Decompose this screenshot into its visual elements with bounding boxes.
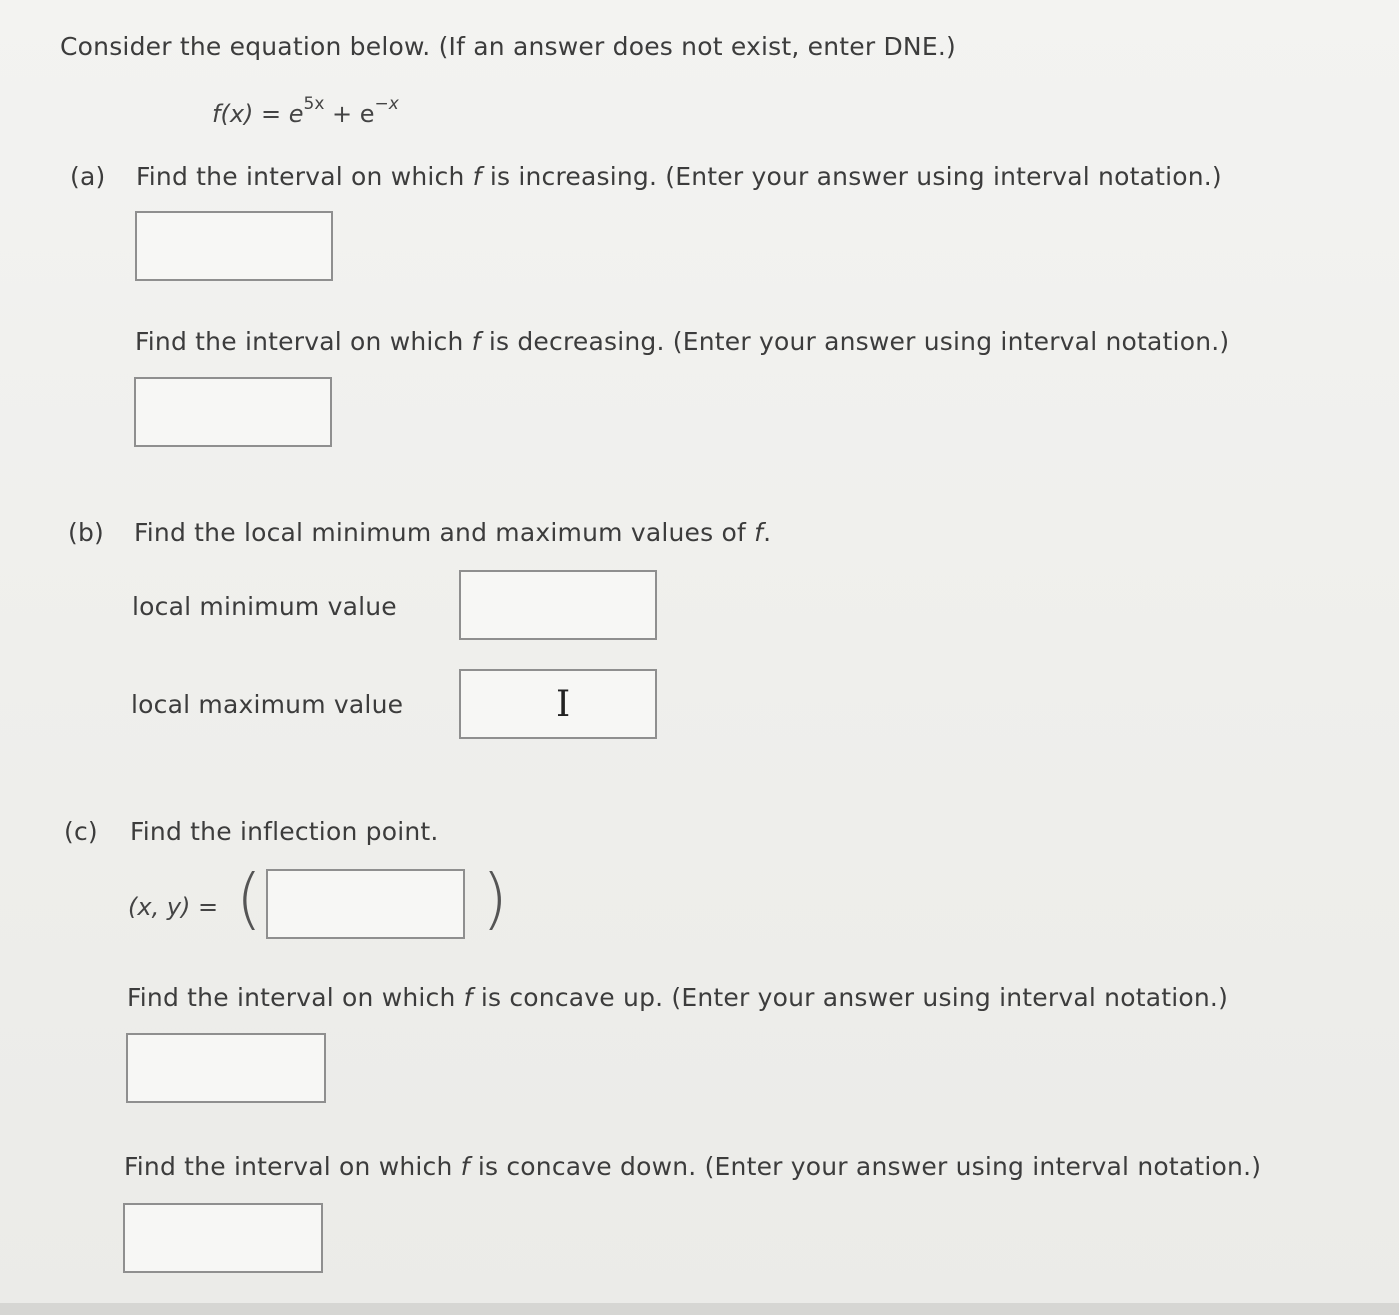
f-symbol: f [471,327,481,356]
concave-up-input[interactable] [126,1033,326,1103]
equation [212,94,399,128]
inflection-prompt: Find the inflection point. [130,817,439,846]
part-b-label: (b) [68,518,104,547]
equation-exp1: 5x [303,94,325,114]
decreasing-prompt [135,327,1229,356]
increasing-prompt [136,162,1222,191]
part-c-label: (c) [64,817,98,846]
local-extrema-prompt-pre: Find the local minimum and maximum values of [134,518,755,547]
concave-up-prompt [127,983,1228,1012]
equation-mid: + e [324,100,375,128]
increasing-prompt-post: is increasing. (Enter your answer using interval notation.) [481,162,1222,191]
concave-down-prompt-pre: Find the interval on which [124,1152,461,1181]
local-extrema-prompt [134,518,771,547]
concave-down-prompt [124,1152,1261,1181]
decreasing-interval-input[interactable] [134,377,332,447]
increasing-interval-input[interactable] [135,211,333,281]
decreasing-prompt-post: is decreasing. (Enter your answer using interval notation.) [480,327,1230,356]
decreasing-prompt-pre: Find the interval on which [135,327,472,356]
concave-up-prompt-post: is concave up. (Enter your answer using interval notation.) [472,983,1229,1012]
local-minimum-label: local minimum value [132,592,397,621]
f-symbol: f [754,518,764,547]
local-maximum-label: local maximum value [131,690,404,719]
instructions-text: Consider the equation below. (If an answer does not exist, enter DNE.) [60,32,956,61]
part-a-label: (a) [70,162,106,191]
page-bottom-edge [0,1303,1399,1315]
concave-up-prompt-pre: Find the interval on which [127,983,464,1012]
close-paren: ) [482,860,508,937]
open-paren: ( [236,860,262,937]
local-maximum-input[interactable] [459,669,657,739]
text-cursor-icon: I [556,684,571,725]
concave-down-prompt-post: is concave down. (Enter your answer using interval notation.) [469,1152,1262,1181]
equation-lhs: f(x) = e [212,100,304,128]
concave-down-input[interactable] [123,1203,323,1273]
local-extrema-prompt-post: . [763,518,772,547]
f-symbol: f [463,983,473,1012]
increasing-prompt-pre: Find the interval on which [136,162,473,191]
f-symbol: f [460,1152,470,1181]
equation-exp2: −x [374,94,399,114]
f-symbol: f [472,162,482,191]
xy-label: (x, y) = [128,893,219,921]
local-minimum-input[interactable] [459,570,657,640]
inflection-point-input[interactable] [266,869,465,939]
